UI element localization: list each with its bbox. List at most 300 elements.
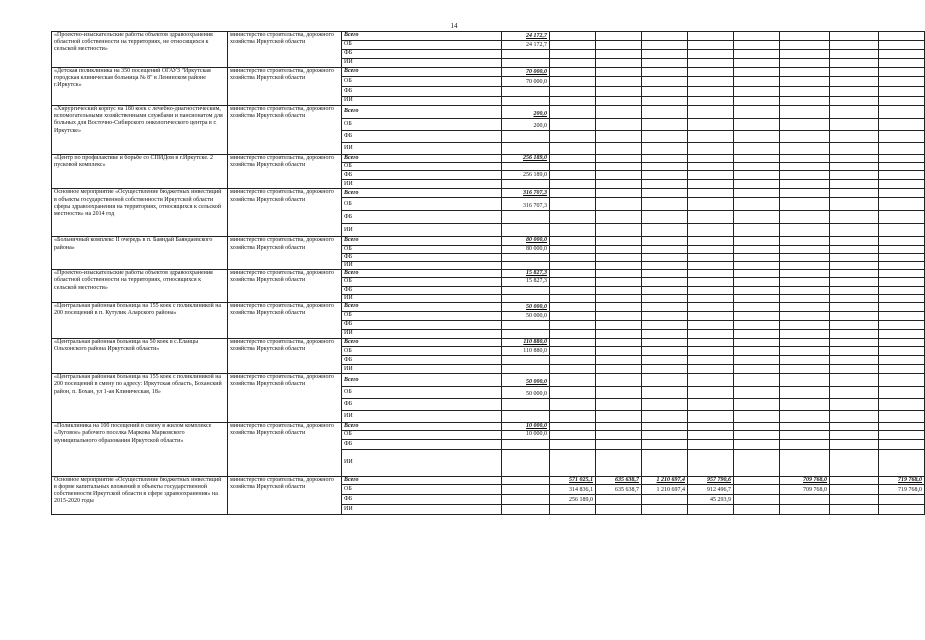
amount-cell — [830, 431, 879, 439]
amount-cell: 50 000,0 — [502, 303, 550, 312]
table-row — [52, 68, 925, 77]
amount-cell — [502, 330, 550, 339]
measure-name-cell: «Детская поликлиника на 350 посещений ОГАУЗ "Иркутская городская клиническая больница № 8" в Ленинском районе г.Иркутск» — [52, 68, 228, 106]
amount-cell — [830, 399, 879, 411]
amount-cell — [879, 87, 925, 97]
amount-cell — [502, 484, 550, 494]
amount-cell — [734, 253, 780, 261]
amount-cell — [879, 41, 925, 50]
amount-cell — [734, 224, 780, 237]
amount-cell — [642, 143, 688, 155]
amount-cell — [734, 77, 780, 87]
table-row — [52, 423, 925, 431]
amount-cell — [642, 245, 688, 253]
executor-cell: министерство строительства, дорожного хозяйства Иркутской области — [228, 155, 342, 189]
table-row — [52, 106, 925, 119]
funding-source-cell: ИИ — [342, 143, 502, 155]
funding-source-cell: ОБ — [342, 347, 502, 356]
amount-cell — [550, 198, 596, 211]
amount-cell — [596, 41, 642, 50]
amount-cell — [502, 180, 550, 189]
amount-cell: 50 000,0 — [502, 387, 550, 399]
amount-cell — [642, 365, 688, 374]
amount-cell — [879, 439, 925, 449]
funding-source-cell: Всего — [342, 423, 502, 431]
executor-cell: министерство строительства, дорожного хозяйства Иркутской области — [228, 237, 342, 270]
funding-source-cell: Всего — [342, 32, 502, 41]
amount-cell — [879, 180, 925, 189]
amount-cell — [830, 494, 879, 504]
amount-cell: 912 496,7 — [688, 484, 734, 494]
amount-cell — [688, 321, 734, 330]
amount-cell — [502, 365, 550, 374]
amount-cell — [879, 270, 925, 278]
amount-cell — [502, 439, 550, 449]
amount-cell — [596, 245, 642, 253]
amount-cell — [780, 356, 830, 365]
amount-cell — [688, 312, 734, 321]
amount-cell — [830, 484, 879, 494]
amount-cell — [596, 270, 642, 278]
funding-source-cell: ОБ — [342, 484, 502, 494]
executor-cell: министерство строительства, дорожного хозяйства Иркутской области — [228, 303, 342, 339]
amount-cell — [688, 155, 734, 163]
amount-cell — [642, 294, 688, 302]
amount-cell — [502, 97, 550, 106]
amount-cell — [734, 365, 780, 374]
amount-cell — [830, 224, 879, 237]
amount-cell — [830, 237, 879, 245]
amount-cell — [550, 41, 596, 50]
amount-cell — [550, 106, 596, 119]
amount-cell — [550, 270, 596, 278]
amount-cell — [780, 245, 830, 253]
amount-cell — [550, 356, 596, 365]
amount-cell — [780, 439, 830, 449]
amount-cell — [688, 198, 734, 211]
measure-name-cell: Основное мероприятие «Осуществление бюджетных инвестиций в форме капитальных вложений в объекты государственной собственности Иркутской области в сфере здравоохранения» на 2015-2020 годы — [52, 476, 228, 514]
amount-cell — [550, 163, 596, 171]
amount-cell — [830, 476, 879, 484]
amount-cell — [879, 68, 925, 77]
amount-cell — [780, 68, 830, 77]
amount-cell: 256 189,0 — [550, 494, 596, 504]
amount-cell — [830, 339, 879, 347]
amount-cell — [550, 339, 596, 347]
amount-cell — [550, 294, 596, 302]
amount-cell: 110 880,0 — [502, 347, 550, 356]
amount-cell — [879, 347, 925, 356]
amount-cell — [830, 286, 879, 294]
amount-cell: 314 836,1 — [550, 484, 596, 494]
amount-cell — [734, 431, 780, 439]
amount-cell — [688, 68, 734, 77]
table-row — [52, 270, 925, 278]
funding-source-cell: ИИ — [342, 411, 502, 423]
funding-source-cell: ОБ — [342, 198, 502, 211]
amount-cell — [734, 303, 780, 312]
amount-cell — [642, 387, 688, 399]
amount-cell: 70 000,0 — [502, 77, 550, 87]
amount-cell — [550, 237, 596, 245]
amount-cell — [879, 97, 925, 106]
amount-cell: 110 880,0 — [502, 339, 550, 347]
amount-cell — [780, 286, 830, 294]
amount-cell — [780, 41, 830, 50]
funding-source-cell: Всего — [342, 270, 502, 278]
funding-source-cell: Всего — [342, 303, 502, 312]
amount-cell — [879, 387, 925, 399]
amount-cell: 719 768,0 — [879, 476, 925, 484]
amount-cell — [642, 237, 688, 245]
measure-name-cell: «Хирургический корпус на 180 коек с лечебно-диагностическим, вспомогательными хозяйственными службами и пансионатом для больных для Восточно-Сибирского онкологического центра в г. Иркутске» — [52, 106, 228, 155]
amount-cell — [688, 439, 734, 449]
amount-cell — [830, 356, 879, 365]
amount-cell — [688, 189, 734, 198]
amount-cell — [830, 119, 879, 131]
amount-cell — [688, 374, 734, 387]
amount-cell — [780, 163, 830, 171]
amount-cell — [734, 339, 780, 347]
amount-cell — [596, 321, 642, 330]
amount-cell — [596, 59, 642, 68]
amount-cell: 15 827,3 — [502, 270, 550, 278]
funding-source-cell: ИИ — [342, 330, 502, 339]
amount-cell — [596, 106, 642, 119]
amount-cell: 1 210 697,4 — [642, 476, 688, 484]
amount-cell — [734, 476, 780, 484]
amount-cell — [642, 423, 688, 431]
amount-cell — [734, 449, 780, 476]
amount-cell — [550, 180, 596, 189]
amount-cell — [879, 224, 925, 237]
funding-source-cell: ФБ — [342, 253, 502, 261]
amount-cell — [734, 32, 780, 41]
table-body — [52, 32, 925, 515]
amount-cell — [830, 321, 879, 330]
amount-cell — [642, 494, 688, 504]
amount-cell — [596, 171, 642, 180]
amount-cell — [550, 449, 596, 476]
amount-cell — [596, 423, 642, 431]
amount-cell — [879, 312, 925, 321]
amount-cell — [734, 484, 780, 494]
amount-cell — [642, 321, 688, 330]
amount-cell — [642, 171, 688, 180]
amount-cell — [596, 77, 642, 87]
funding-source-cell: ФБ — [342, 356, 502, 365]
amount-cell — [734, 59, 780, 68]
amount-cell — [879, 262, 925, 270]
amount-cell — [879, 339, 925, 347]
funding-source-cell: Всего — [342, 476, 502, 484]
funding-source-cell: Всего — [342, 106, 502, 119]
amount-cell: 256 189,0 — [502, 171, 550, 180]
amount-cell — [596, 119, 642, 131]
amount-cell — [688, 224, 734, 237]
amount-cell — [642, 198, 688, 211]
funding-source-cell: ИИ — [342, 224, 502, 237]
amount-cell — [550, 77, 596, 87]
amount-cell — [830, 374, 879, 387]
amount-cell — [734, 41, 780, 50]
funding-source-cell: Всего — [342, 68, 502, 77]
amount-cell — [734, 399, 780, 411]
amount-cell — [596, 356, 642, 365]
amount-cell: 957 790,6 — [688, 476, 734, 484]
amount-cell — [550, 143, 596, 155]
amount-cell — [734, 87, 780, 97]
amount-cell — [642, 449, 688, 476]
amount-cell — [879, 143, 925, 155]
amount-cell — [642, 180, 688, 189]
funding-source-cell: ИИ — [342, 262, 502, 270]
amount-cell — [734, 97, 780, 106]
amount-cell — [734, 50, 780, 59]
amount-cell — [830, 32, 879, 41]
amount-cell — [688, 32, 734, 41]
amount-cell — [879, 253, 925, 261]
amount-cell — [550, 387, 596, 399]
amount-cell — [780, 106, 830, 119]
amount-cell — [734, 312, 780, 321]
amount-cell — [596, 278, 642, 286]
amount-cell — [688, 286, 734, 294]
executor-cell: министерство строительства, дорожного хозяйства Иркутской области — [228, 423, 342, 476]
amount-cell — [642, 253, 688, 261]
amount-cell — [550, 245, 596, 253]
amount-cell — [596, 97, 642, 106]
amount-cell — [688, 171, 734, 180]
amount-cell — [642, 330, 688, 339]
funding-source-cell: ФБ — [342, 286, 502, 294]
amount-cell — [502, 163, 550, 171]
funding-source-cell: ФБ — [342, 50, 502, 59]
amount-cell — [780, 119, 830, 131]
amount-cell — [550, 119, 596, 131]
amount-cell — [688, 131, 734, 143]
amount-cell — [550, 155, 596, 163]
amount-cell — [550, 399, 596, 411]
amount-cell — [550, 504, 596, 514]
amount-cell — [550, 365, 596, 374]
amount-cell — [780, 211, 830, 224]
measure-name-cell: «Центральная районная больница на 155 коек с поликлиникой на 200 посещений в смену по адресу: Иркутская область, Боханский район, п. Бохан, ул 1-ая Клиническая, 18» — [52, 374, 228, 423]
measure-name-cell: «Поликлиника на 100 посещений в смену в жилом комплексе «Луговое» рабочего поселка Маркова Марковского муниципального образования Иркутской области» — [52, 423, 228, 476]
amount-cell: 316 707,3 — [502, 189, 550, 198]
amount-cell — [502, 476, 550, 484]
funding-source-cell: ИИ — [342, 449, 502, 476]
amount-cell — [642, 41, 688, 50]
amount-cell — [830, 365, 879, 374]
amount-cell — [879, 365, 925, 374]
amount-cell — [550, 439, 596, 449]
amount-cell — [688, 87, 734, 97]
amount-cell — [830, 68, 879, 77]
amount-cell — [642, 399, 688, 411]
amount-cell — [502, 321, 550, 330]
amount-cell — [502, 143, 550, 155]
amount-cell — [502, 504, 550, 514]
amount-cell — [780, 253, 830, 261]
amount-cell — [734, 211, 780, 224]
amount-cell — [734, 439, 780, 449]
amount-cell — [596, 253, 642, 261]
amount-cell — [830, 189, 879, 198]
measure-name-cell: «Больничный комплекс II очередь в п. Баяндай Баяндаевского района» — [52, 237, 228, 270]
amount-cell — [550, 50, 596, 59]
amount-cell — [596, 155, 642, 163]
amount-cell — [879, 423, 925, 431]
amount-cell — [830, 180, 879, 189]
amount-cell — [688, 163, 734, 171]
amount-cell — [780, 431, 830, 439]
amount-cell — [734, 262, 780, 270]
amount-cell — [879, 163, 925, 171]
amount-cell — [830, 155, 879, 163]
amount-cell — [688, 504, 734, 514]
funding-source-cell: ИИ — [342, 97, 502, 106]
amount-cell — [688, 237, 734, 245]
amount-cell — [830, 245, 879, 253]
amount-cell: 50 000,0 — [502, 374, 550, 387]
amount-cell — [734, 411, 780, 423]
amount-cell: 24 172,7 — [502, 32, 550, 41]
amount-cell — [830, 449, 879, 476]
amount-cell — [780, 224, 830, 237]
amount-cell: 80 000,0 — [502, 237, 550, 245]
amount-cell — [596, 312, 642, 321]
amount-cell — [596, 365, 642, 374]
amount-cell — [550, 171, 596, 180]
amount-cell — [734, 119, 780, 131]
amount-cell — [780, 50, 830, 59]
amount-cell — [879, 504, 925, 514]
amount-cell — [879, 294, 925, 302]
funding-source-cell: Всего — [342, 237, 502, 245]
amount-cell — [734, 504, 780, 514]
amount-cell — [879, 106, 925, 119]
amount-cell — [688, 77, 734, 87]
table-row — [52, 303, 925, 312]
amount-cell — [688, 262, 734, 270]
amount-cell — [830, 163, 879, 171]
funding-source-cell: ОБ — [342, 278, 502, 286]
amount-cell — [642, 356, 688, 365]
amount-cell — [550, 431, 596, 439]
amount-cell: 635 638,7 — [596, 484, 642, 494]
amount-cell — [596, 347, 642, 356]
amount-cell — [642, 504, 688, 514]
amount-cell — [642, 439, 688, 449]
amount-cell — [879, 245, 925, 253]
table-row — [52, 237, 925, 245]
amount-cell — [879, 303, 925, 312]
amount-cell — [734, 163, 780, 171]
amount-cell — [688, 365, 734, 374]
amount-cell — [688, 411, 734, 423]
funding-source-cell: Всего — [342, 155, 502, 163]
amount-cell — [734, 106, 780, 119]
measure-name-cell: «Центральная районная больница на 50 коек в с.Еланцы Ольхонского района Иркутской области» — [52, 339, 228, 374]
amount-cell — [780, 365, 830, 374]
amount-cell — [688, 270, 734, 278]
amount-cell: 200,0 — [502, 106, 550, 119]
amount-cell — [550, 189, 596, 198]
amount-cell — [550, 131, 596, 143]
amount-cell — [688, 387, 734, 399]
amount-cell: 571 025,1 — [550, 476, 596, 484]
funding-source-cell: ИИ — [342, 59, 502, 68]
amount-cell — [642, 286, 688, 294]
amount-cell — [688, 423, 734, 431]
funding-source-cell: ИИ — [342, 504, 502, 514]
amount-cell — [642, 262, 688, 270]
amount-cell — [734, 286, 780, 294]
amount-cell — [502, 50, 550, 59]
amount-cell — [734, 294, 780, 302]
amount-cell — [596, 330, 642, 339]
amount-cell: 200,0 — [502, 119, 550, 131]
amount-cell — [879, 278, 925, 286]
amount-cell — [688, 143, 734, 155]
amount-cell — [879, 431, 925, 439]
amount-cell — [780, 278, 830, 286]
funding-source-cell: ОБ — [342, 312, 502, 321]
amount-cell — [642, 339, 688, 347]
funding-source-cell: Всего — [342, 189, 502, 198]
amount-cell — [550, 59, 596, 68]
amount-cell: 10 000,0 — [502, 431, 550, 439]
amount-cell — [550, 278, 596, 286]
amount-cell: 45 293,9 — [688, 494, 734, 504]
amount-cell — [830, 278, 879, 286]
amount-cell — [879, 50, 925, 59]
amount-cell — [780, 423, 830, 431]
amount-cell — [879, 356, 925, 365]
measure-name-cell: «Центральная районная больница на 155 коек с поликлиникой на 200 посещений в п. Кутулик Аларского района» — [52, 303, 228, 339]
amount-cell — [879, 32, 925, 41]
amount-cell — [502, 262, 550, 270]
amount-cell — [830, 387, 879, 399]
amount-cell — [830, 87, 879, 97]
amount-cell — [879, 171, 925, 180]
executor-cell: министерство строительства, дорожного хозяйства Иркутской области — [228, 32, 342, 68]
amount-cell — [780, 387, 830, 399]
amount-cell — [550, 411, 596, 423]
amount-cell — [642, 59, 688, 68]
amount-cell — [502, 399, 550, 411]
amount-cell — [734, 270, 780, 278]
amount-cell — [830, 262, 879, 270]
amount-cell — [780, 237, 830, 245]
amount-cell — [596, 198, 642, 211]
amount-cell — [596, 294, 642, 302]
amount-cell — [596, 399, 642, 411]
amount-cell — [830, 77, 879, 87]
amount-cell — [688, 106, 734, 119]
amount-cell — [596, 32, 642, 41]
amount-cell — [734, 189, 780, 198]
amount-cell — [550, 286, 596, 294]
executor-cell: министерство строительства, дорожного хозяйства Иркутской области — [228, 270, 342, 303]
amount-cell — [879, 237, 925, 245]
amount-cell — [596, 163, 642, 171]
amount-cell — [734, 494, 780, 504]
amount-cell — [642, 77, 688, 87]
amount-cell — [830, 198, 879, 211]
amount-cell — [734, 171, 780, 180]
